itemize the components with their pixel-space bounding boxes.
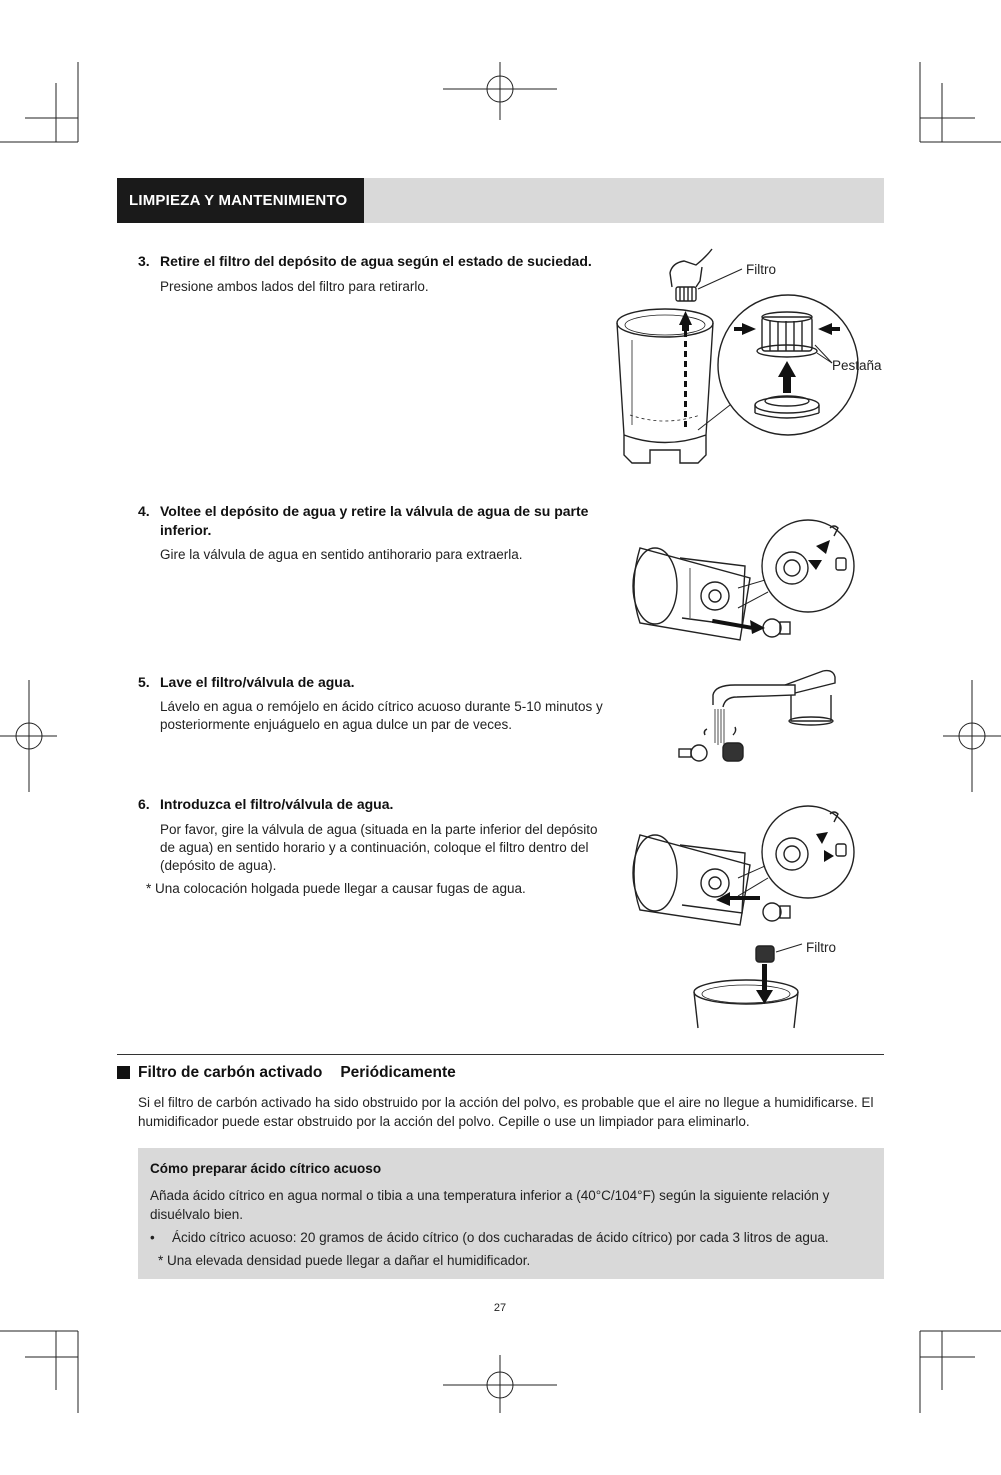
step-5-title: [138, 673, 608, 692]
callout-filter-label-2: Filtro: [806, 940, 836, 955]
washing-faucet-illustration: [675, 665, 855, 775]
section-body: [138, 1093, 884, 1131]
callout-filter-label: Filtro: [746, 262, 776, 277]
step-5-body: [160, 698, 620, 734]
step-5-body-line: Lávelo en agua o remójelo en ácido cítrico acuoso durante 5-10 minutos y: [160, 699, 603, 714]
step-4-title-text: Voltee el depósito de agua y retire la válvula de agua de su parte: [160, 503, 589, 519]
step-6-body: [160, 821, 620, 875]
section-frequency: Periódicamente: [340, 1064, 456, 1081]
valve-insert-illustration: [620, 800, 870, 935]
step-3-title-text: Retire el filtro del depósito de agua según el estado de suciedad.: [160, 253, 592, 269]
step-4-number: 4.: [138, 503, 150, 519]
step-6-body-line: Por favor, gire la válvula de agua (situada en la parte inferior del depósito: [160, 822, 598, 837]
page-number: 27: [493, 1302, 507, 1314]
infobox-body-line: disuélvalo bien.: [150, 1207, 244, 1222]
section-body-line: humidificador puede estar obstruido por la acción del polvo. Cepille o use un limpiador para eliminarlo.: [138, 1114, 750, 1129]
section-title-text: Filtro de carbón activado: [138, 1064, 323, 1081]
infobox-body-line: Añada ácido cítrico en agua normal o tibia a una temperatura inferior a (40°C/104°F) según la siguiente relación y: [150, 1188, 830, 1203]
filter-insert-illustration: [690, 940, 810, 1030]
section-divider: [117, 1054, 884, 1055]
section-header-title: LIMPIEZA Y MANTENIMIENTO: [117, 178, 364, 223]
infobox-note: * Una elevada densidad puede llegar a dañar el humidificador.: [158, 1253, 531, 1268]
step-5-title-text: Lave el filtro/válvula de agua.: [160, 674, 355, 690]
section-square-icon: [117, 1066, 130, 1079]
step-6-body-line: (depósito de agua).: [160, 858, 277, 873]
step-4-body: [160, 546, 600, 564]
valve-removal-illustration: [620, 508, 870, 658]
step-5-number: 5.: [138, 674, 150, 690]
step-4-title: [138, 502, 608, 540]
step-3-number: 3.: [138, 253, 150, 269]
section-title: [138, 1063, 456, 1083]
step-4-title-continuation: inferior.: [160, 522, 212, 538]
step-3-title: [138, 252, 598, 271]
step-6-body-line: de agua) en sentido horario y a continuación, coloque el filtro dentro del: [160, 840, 589, 855]
infobox-bullet: [150, 1228, 870, 1247]
step-3-body-line: Presione ambos lados del filtro para retirarlo.: [160, 279, 429, 294]
step-5-body-line: posteriormente enjuáguelo en agua dulce un par de veces.: [160, 717, 512, 732]
step-6-note: * Una colocación holgada puede llegar a causar fugas de agua.: [146, 881, 526, 896]
bullet-icon: •: [150, 1230, 155, 1245]
infobox-bullet-text: Ácido cítrico acuoso: 20 gramos de ácido cítrico (o dos cucharadas de ácido cítrico) por cada 3 litros de agua.: [172, 1230, 829, 1245]
infobox-title: Cómo preparar ácido cítrico acuoso: [150, 1161, 382, 1176]
section-body-line: Si el filtro de carbón activado ha sido obstruido por la acción del polvo, es probable que el aire no llegue a humidificarse. El: [138, 1095, 874, 1110]
step-6-title: [138, 795, 608, 814]
callout-tab-label: Pestaña: [832, 358, 882, 373]
infobox-body: [150, 1186, 850, 1224]
step-3-body: [160, 278, 600, 296]
step-6-title-text: Introduzca el filtro/válvula de agua.: [160, 796, 394, 812]
step-4-body-line: Gire la válvula de agua en sentido antihorario para extraerla.: [160, 547, 523, 562]
step-6-number: 6.: [138, 796, 150, 812]
